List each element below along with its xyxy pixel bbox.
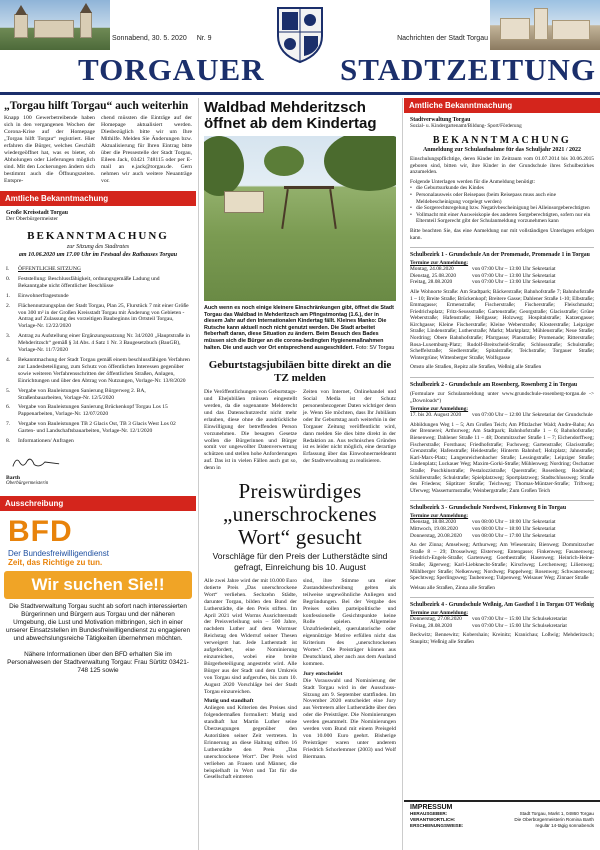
section-bar-ad: Ausschreibung bbox=[0, 496, 196, 511]
document-list bbox=[410, 185, 594, 225]
time-row: Montag, 24.08.2020 von 07:00 Uhr – 13:00 Uhr Sekretariat bbox=[410, 266, 556, 273]
district-1-dates-label: Termine zur Anmeldung: bbox=[410, 260, 469, 267]
council-notice bbox=[0, 206, 196, 490]
impressum-row: HERAUSGEBER: Stadt Torgau, Markt 1, 04860 Torgau bbox=[410, 811, 594, 816]
issue-number: Nr. 9 bbox=[196, 35, 212, 42]
school-para1: Einschulungspflichtige, deren Kinder im Zeitraum vom 01.07.2014 bis 30.06.2015 geboren sind, bitten wir, ihre Kinder in der Grundschule ihres Schulbezirkes anzumelden. bbox=[410, 156, 594, 176]
agenda-item: 7. Vergabe von Bauleistungen TB 2 Glacis Ost, TB 3 Glacis West Los 02 Garten- und Landschaftsbauarbeiten, Vorlage-Nr. 12/1/2020 bbox=[6, 421, 176, 435]
district-2-note: (Formulare zur Schulanmeldung unter www.grundschule-rosenberg-torgau.de -> „Downloads“) bbox=[410, 391, 594, 404]
signature-name: Barth bbox=[6, 474, 20, 481]
agenda-item: I. ÖFFENTLICHE SITZUNG bbox=[6, 266, 81, 272]
time-row: Donnerstag, 27.08.2020 von 07:00 Uhr – 15:00 Uhr Schulsekretariat bbox=[410, 616, 567, 623]
agenda-item: 6. Vergabe von Bauleistungen Sanierung Brückenkopf Torgau Los 15 Pappenarbeiten, Vorlage-Nr. 12/07/2020 bbox=[6, 404, 168, 418]
school-title: BEKANNTMACHUNG bbox=[432, 135, 572, 146]
title-stadtzeitung: STADTZEITUNG bbox=[340, 52, 597, 87]
agenda-item: 4. Bekanntmachung der Stadt Torgau gemäß einem beschlussfähigen Verfahren zur Landesbeteiligung, zum Schutz von öffentlichen Interessen gegenüber sowie weiteren Verfahrensschritten der öffentlichen Straßen, Anlagen, Einrichtungen und über den Abtrag von Nutzungen, Vorlage-Nr. 13/8/2020 bbox=[6, 356, 190, 384]
lead-article bbox=[0, 113, 196, 187]
column-rule bbox=[402, 98, 403, 850]
masthead-rule bbox=[0, 92, 600, 95]
jubilee-article bbox=[200, 387, 400, 474]
impressum-row: VERANTWORTLICH: Die Oberbürgermeisterin Romina Barth bbox=[410, 817, 594, 822]
district-4-title: Schulbezirk 4 - Grundschule Weßnig, Am Gasthof 1 in Torgau OT Weßnig bbox=[410, 597, 594, 608]
prize-text-a: Alle zwei Jahre wird der mit 10.000 Euro dotierte Preis „Das unerschrockene Wort“ verliehen. Sechzehn Städte, darunter Torgau, bilden den Bund der Lutherstädte, die den Preis stiften. Im April 2021 wird Worms Ausrichterstadt der Preisverleihung sein – 500 Jahre, nachdem Luther auf dem Wormser Reichstag den Widerruf seiner Thesen verweigert hat. Jede Lutherstadt ist aufgefordert, eine Nominierung einzureichen, wobei eine breite Bürgerbeteiligung angestrebt wird. Alle Bürger aus der Stadt und dem Umkreis von Torgau sind aufgerufen, bis zum 10. August 2020 Vorschläge bei der Stadt Torgau einzureichen. bbox=[204, 578, 297, 695]
document-item: • die Sorgerechtsregelung bzw. Negativbescheinigung bei Alleinsorgeberechtigten bbox=[410, 205, 594, 212]
notice-title: BEKANNTMACHUNG bbox=[27, 230, 169, 242]
jubilee-headline: Geburtstagsjubiläen bitte direkt an die TZ melden bbox=[208, 359, 392, 385]
agenda-item: 5. Vergabe von Bauleistungen Sanierung Bürgerweg 2. BA, Straßenbauarbeiten, Vorlage-Nr. 12/5/2020 bbox=[6, 387, 146, 401]
photo-credit: Foto: SV Torgau bbox=[355, 344, 395, 351]
bfd-line1: Der Bundesfreiwilligendienst bbox=[8, 548, 109, 558]
lead-text-b: chend müssten die Einträge auf der Homepage aktualisiert werden. Diesbezüglich bitte wir um Ihre Mithilfe. Melden Sie Änderungen bzw. Aktualisierung für Ihren Eintrag bitte über die Pressestelle der Stadt Torgau, Eileen Jack, 03421 748115 oder per E-mail an e.jack@torgau.de. Gern nehmen wir auch weitere Neuanträge vor. bbox=[101, 115, 192, 184]
column-left bbox=[0, 98, 196, 850]
signature-role: Oberbürgermeisterin bbox=[6, 480, 49, 486]
prize-article bbox=[200, 576, 400, 783]
notice-org2: Der Oberbürgermeister bbox=[6, 216, 58, 222]
district-2-title: Schulbezirk 2 - Grundschule am Rosenberg, Rosenberg 2 in Torgau bbox=[410, 377, 594, 388]
agenda-item: 8. Informationen/ Anfragen bbox=[6, 438, 74, 445]
time-row: Dienstag, 18.08.2020 von 08:00 Uhr – 18:00 Uhr Sekretariat bbox=[410, 519, 556, 526]
publisher: Nachrichten der Stadt Torgau bbox=[397, 35, 488, 42]
school-notice bbox=[404, 113, 600, 650]
lead-headline: „Torgau hilft Torgau“ auch weiterhin bbox=[4, 100, 189, 112]
district-1-streets: Alle Wohnorte Straße: Am Stadtpark; Bäckerstraße; Bahnhofstraße 7; Bahnhofstraße 1 – 10; Breite Straße; Brückenkopf; Breitere Gasse; Dahlener Straße 1-10; Elbstraße; Emmagasse; Ermenstraße; Fischerstraße; Fischerstraße; Fleischmarkt; Friedrichsplatz; Fritz-Seussstraße; Gartenstraße; Georgstraße; Glacisstraße; Grüne Weberstraße; Hafenstraße; Hellgasse; Holzweg; Hospitalstraße; Katzengasse; Kirchgasse; Kleine Fischerstraße; Kleine Weberstraße; Klosterstraße; Leipziger Straße; Lindenstraße; Lutherstraße; Markt; Marktplatz; Mühlenstraße; Neue Straße; Nordring; Obere Bahnhofstraße; Pfarrgasse; Planstraße; Promenade; Ritterstraße; Rosa-Luxemburg-Platz; Rudolf-Breitscheid-Straße; Schlossstraße; Schulstraße; Scheffelstraße; Siedlerstraße; Spitalstraße; Teichstraße; Torgauer Straße; Wintergrüne; Wittenberger Straße; Wolfsgasse bbox=[410, 288, 594, 361]
notice-sub2: am 10.06.2020 um 17.00 Uhr im Festsaal des Rathauses Torgau bbox=[18, 252, 178, 258]
bfd-text1: Die Stadtverwaltung Torgau sucht ab sofort nach interessierten Bürgerinnen und Bürgern aus Torgau und der näheren Umgebung, die Lust und Motivation mitbringen, sich in einer unserer Einsatzstellen im Bundesfreiwilligendienst zu engagieren und abwechslungsreiche Tätigkeiten übernehmen möchten. bbox=[6, 602, 191, 642]
document-item: • die Geburtsurkunde des Kindes bbox=[410, 185, 594, 192]
lead-text-a: Knapp 100 Gewerbetreibende haben sich in den vergangenen Wochen der Corona-Krise auf der Homepage „Torgau hilft Torgau“ registriert. Hier erfahren die Bürger, welches Geschäft wiedergeöffnet hat, was es bietet, ob Abholungen oder Lieferungen möglich sind. Mit den Lockerungen ändern sich bestimmt auch die Öffnungszeiten. Entspre- bbox=[4, 115, 95, 184]
school-org2: Sozial- u. Kindergartenamt/Bildung- Sport/Förderung bbox=[410, 123, 522, 129]
district-3-dates-label: Termine zur Anmeldung: bbox=[410, 513, 469, 520]
time-row: Dienstag, 25.08.2020 von 07:00 Uhr – 13:00 Uhr Sekretariat bbox=[410, 272, 556, 279]
section-bar-notice: Amtliche Bekanntmachung bbox=[0, 191, 196, 206]
district-3-streets: An der Zinna; Amselweg; Arthurweg; Am Wiesenrain; Bienweg; Dommitzscher Straße 8 – 29; Drosselweg; Elsterweg; Entengasse; Finkenweg; Fasanenweg; Friedrich-Engels-Straße; Gartenweg; Goethestraße; Hasenweg; Heinrich-Heine-Straße; Jägerweg; Karl-Liebknecht-Straße; Kirschweg; Lerchenweg; Lilienweg; Mühlberger Straße; Nelkenweg; Nordweg; Pappelweg; Rosenweg; Schwanenweg; Spechtweg; Sperlingsweg; Taubenweg; Tulpenweg; Welsauer Weg; Zinnaer Straße bbox=[410, 542, 594, 582]
waldbad-photo bbox=[204, 136, 396, 301]
agenda-item: 3. Antrag zu Aufstellung einer Ergänzungssatzung Nr. 34/2020 „Hauptstraße in Mehderitzsch“ gemäß § 34 Abs. 4 Satz 1 Nr. 3 Baugesetzbuch (BauGB), Vorlage-Nr. 11/7/2020 bbox=[6, 333, 190, 354]
title-torgauer: TORGAUER bbox=[78, 52, 265, 87]
district-2-streets: Abbildungen Weg 1 – 5; Am Großen Teich; Am Pfitzlacher Wald; Andre-Bahn; An der Brennerei; Arthurweg; Am Stadtpark; Bahnhofstraße 1 – 6; Bahnhofstraße; Bienenweg; Dahlener Straße 11 – 48; Dommitzscher Straße 1 – 7; Eichendorffweg; Fischerstraße; Forsthaus; Friedhofstraße; Fuchsweg; Gartenstraße; Glacisstraße; Grenzstraße; Hafenstraße; Heidestraße; Hinterm Bahnhof; Holzplatz; Jahnstraße; Karl-Marx-Platz; Langenreichenbacher Straße; Lessingstraße; Leipziger Straße; Lindenplatz; Luckauer Weg; Maxim-Gorki-Straße; Mühlenweg; Nordring; Oschatzer Straße; Puschkinstraße; Pestalozzistraße; Querstraße; Rosenberg; Rodeland; Schillerstraße; Schulstraße; Spielplatzweg; Sportplatzweg; Stadtschlussweg; Straße des Friedens; Süptitzer Straße; Teichweg; Thomas-Müntzer-Straße; Triftweg; Uferweg; Wasserturmstraße; Weinbergstraße; Zum Großen Teich bbox=[410, 421, 594, 494]
prize-subhead-1: Mutig und standhaft bbox=[204, 698, 254, 705]
agenda-item: 2. Flächennutzungsplan der Stadt Torgau, Plan 25, Flurstück 7 mit einer Größe von 300 m² in der Großen Kreisstadt Torgau mit Änderung von Gebieten - Antrag auf Zulassung des vorzeitigen Baubeginns im Ortsteil Torgau, Vorlage-Nr. 12/22/2020 bbox=[6, 302, 189, 330]
district-3-extra: Welsau alle Straßen, Zinna alle Straßen bbox=[410, 584, 495, 591]
agenda-list bbox=[6, 266, 190, 445]
castle-photo bbox=[0, 0, 110, 50]
prize-text-c: sind, ihre Stimme um einer Zustandsbeschreibung gelten als teilweise ungewöhnliche Anliegen und Begründungen. Bei der Vergabe des Preises sollen parteipolitische und konfessionelle Gesichtspunkte keine Rolle spielen. Allgemeine Unzufriedenheit, querulatorische oder eigennützige Motive erfüllen nicht das Kriterium des „unerschrockenen Wortes“. Die Preisträger können aus Deutschland, aber auch aus dem Ausland kommen. bbox=[303, 578, 396, 667]
district-2-dates-label: Termine zur Anmeldung: bbox=[410, 406, 469, 413]
bfd-banner: Wir suchen Sie!! bbox=[4, 571, 192, 599]
issue-date: Sonnabend, 30. 5. 2020 bbox=[112, 35, 187, 42]
school-para2: Folgende Unterlagen werden für die Anmeldung benötigt: bbox=[410, 178, 536, 185]
waldbad-headline: Waldbad Mehderitzsch öffnet ab dem Kindertag bbox=[204, 99, 377, 132]
impressum-title: IMPRESSUM bbox=[410, 804, 453, 811]
jubilee-text-a: Die Veröffentlichungen von Geburtstags- und Ehejubiläen müssen eingestellt werden, da die sogenannte Melderecht und das Datenschutzrecht nicht mehr erlauben, diese ohne die ausdrückliche Einwilligung der betreffenden Person vorzunehmen. Die besagten Gesetze wollen die Bürgerinnen und Bürger somit vor ungewollter Datenverwertung schützen und stellen hohe Anforderungen auf. Das ist in vielen Fällen auch gut so, denn in bbox=[204, 389, 297, 472]
bfd-logo-text: BFD bbox=[8, 514, 73, 548]
column-middle bbox=[200, 98, 400, 850]
time-row: 17. bis 20. August 2020 von 07:00 Uhr – 12:00 Uhr Sekretariat der Grundschule bbox=[410, 412, 593, 419]
agenda-item: 0. Feststellung: Beschlussfähigkeit, ordnungsgemäße Ladung und Bekanntgabe nicht öffentlicher Beschlüsse bbox=[6, 275, 160, 289]
notice-org: Große Kreisstadt Torgau bbox=[6, 210, 68, 216]
agenda-item: 1. Einwohnerfragestunde bbox=[6, 292, 69, 299]
district-4-dates-label: Termine zur Anmeldung: bbox=[410, 610, 469, 617]
masthead bbox=[0, 0, 600, 90]
jubilee-text-b: Zeiten von Internet, Onlinehandel und Social Media ist der Schutz personenbezogener Daten wichtiger denn je. Wenn Sie möchten, dass Ihr Jubiläum oder Ihr Geburtstag auch weiterhin in der Torgauer Zeitung veröffentlicht wird, dann melden Sie dies bitte direkt in der Redaktion an. Aus technischen Gründen ist es leider nicht möglich, eine derartige Erfassung über das Einwohnermeldeamt der Stadtverwaltung zu realisieren. bbox=[303, 389, 396, 465]
column-right bbox=[404, 98, 600, 850]
photo-caption bbox=[200, 303, 400, 353]
impressum-row: ERSCHEINUNGSWEISE: regulär 14-tägig sonnabends bbox=[410, 823, 594, 828]
bfd-ad bbox=[0, 511, 196, 677]
time-row: Freitag, 28.08.2020 von 07:00 Uhr – 15:00 Uhr Schulsekretariat bbox=[410, 622, 567, 629]
school-para3: Bitte beachten Sie, das eine Anmeldung nur mit vollständigen Unterlagen erfolgen kann. bbox=[410, 227, 594, 241]
district-1-title: Schulbezirk 1 - Grundschule An der Promenade, Promenade 1 in Torgau bbox=[410, 247, 594, 258]
document-item: • Personalausweis oder Reisepass (beim Reisepass muss auch eine Meldebescheinigung vorgelegt werden) bbox=[410, 192, 594, 205]
impressum bbox=[404, 800, 600, 850]
caption-text: Auch wenn es noch einige kleinere Einschränkungen gibt, öffnet die Stadt Torgau das Waldbad in Mehderitzsch am Pfingstmontag (1.6.), der in diesem Jahr auf den Internationalen Kindertag fällt. Kleines Manko: Die Rutsche kann aktuell noch nicht genutzt werden. Die Stadt arbeitet fieberhaft daran, diese Situation zu ändern. Beim Besuch des Bades müssen sich die Bürger an die corona-bedingten Hygienemaßnahmen halten. Die und auch vor Ort entsprechend ausgeschildert. bbox=[204, 305, 394, 351]
city-photo bbox=[490, 0, 600, 50]
school-subtitle: Anmeldung zur Schulaufnahme für das Schuljahr 2021 / 2022 bbox=[422, 147, 582, 153]
time-row: Freitag, 28.08.2020 von 07:00 Uhr – 13:00 Uhr Sekretariat bbox=[410, 279, 556, 286]
district-1-extra: Omsto alle Straßen, Repitz alle Straßen, Weßnig alle Straßen bbox=[410, 364, 542, 371]
document-item: • Vollmacht mit einer Ausweiskopie des anderen Sorgeberechtigten, sofern nur ein Elternteil Sorgerecht gibt der Schulanmeldung vorzunehmen kann bbox=[410, 212, 594, 225]
masthead-info bbox=[112, 35, 488, 42]
prize-text-b: Anliegen und Kriterien des Preises sind folgendermaßen formuliert: Mutig und standhaft hat Martin Luther seine Überzeugungen gegenüber den Autoritäten seiner Zeit vertreten. In Erinnerung an diese Haltung stiften 16 Lutherstädte den Preis „Das unerschrockene Wort“. Der Preis wird verliehen an Frauen und Männer, die beispielhaft in Wort und Tat für die Gesellschaft eintreten bbox=[204, 705, 297, 781]
bfd-line2: Zeit, das Richtige zu tun. bbox=[8, 557, 103, 567]
bfd-logo bbox=[0, 511, 196, 569]
school-org: Stadtverwaltung Torgau bbox=[410, 117, 471, 123]
prize-headline: Preiswürdiges „unerschrockenes Wort“ gesucht bbox=[222, 479, 378, 550]
prize-subhead-2: Jury entscheidet bbox=[303, 670, 343, 677]
section-bar-school: Amtliche Bekanntmachung bbox=[404, 98, 600, 113]
bfd-text2: Nähere Informationen über den BFD erhalten Sie im Personalwesen der Stadtverwaltung Torgau: Frau Sürtitz 03421-748 125 sowie bbox=[7, 650, 189, 674]
prize-subheadline: Vorschläge für den Preis der Lutherstädte sind gefragt, Einreichung bis 10. August bbox=[212, 551, 388, 572]
signature bbox=[6, 454, 66, 470]
column-rule bbox=[198, 98, 199, 850]
time-row: Donnerstag, 20.08.2020 von 08:00 Uhr – 17:00 Uhr Sekretariat bbox=[410, 532, 556, 539]
district-3-title: Schulbezirk 3 - Grundschule Nordwest, Finkenweg 8 in Torgau bbox=[410, 500, 594, 511]
prize-text-d: Die Vorauswahl und Nominierung der Stadt Torgau wird in der Ausschuss-Sitzung am 9. September stattfinden. Im November 2020 entscheidet eine Jury aus Vertretern aller Lutherstädte über den oder die Preisträger. Die Nominierungen werden gesammelt. Die Nominierungen werden vom Bund mit einem Preisgeld von 10.000 Euro geehrt. Bisherige Preisträger waren unter anderem Friedrich Schorlemmer (2003) und Wolf Biermann. bbox=[303, 677, 396, 760]
district-4-streets: Beckwitz; Bennewitz; Kobershain; Kreinitz; Kranichau; Loßwig; Mehderitzsch; Staupitz; Weßnig alle Straßen bbox=[410, 632, 594, 646]
time-row: Mittwoch, 19.08.2020 von 08:00 Uhr – 18:00 Uhr Sekretariat bbox=[410, 525, 556, 532]
notice-sub1: zur Sitzung des Stadtrates bbox=[66, 244, 130, 250]
